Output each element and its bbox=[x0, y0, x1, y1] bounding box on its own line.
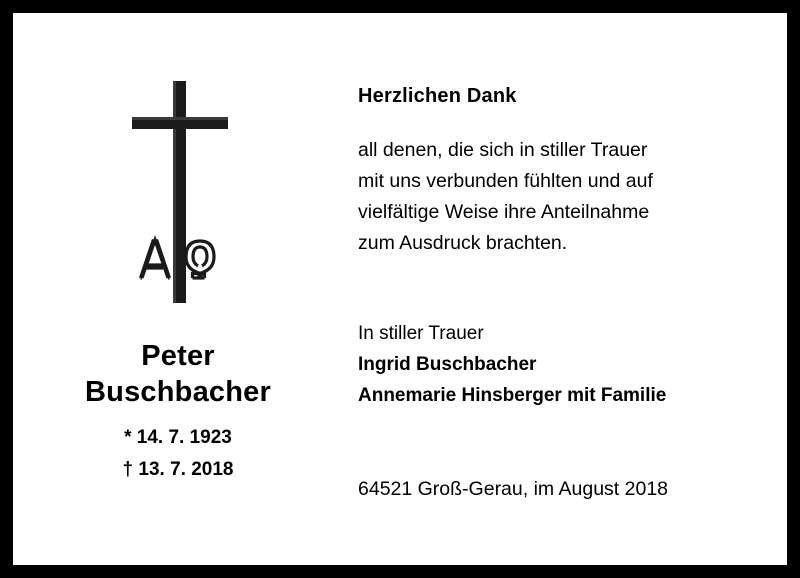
mourners-block bbox=[358, 318, 758, 411]
thanks-body-line: all denen, die sich in stiller Trauer bbox=[358, 139, 648, 161]
death-date: † 13. 7. 2018 bbox=[122, 459, 234, 480]
deceased-dates bbox=[13, 422, 343, 486]
mourner-name: Ingrid Buschbacher bbox=[358, 354, 537, 375]
thanks-body-line: mit uns verbunden fühlten und auf bbox=[358, 170, 653, 192]
thanks-body bbox=[358, 135, 753, 259]
border-left bbox=[0, 0, 13, 578]
deceased-name-block bbox=[13, 338, 343, 486]
thanks-heading: Herzlichen Dank bbox=[358, 85, 517, 107]
place-and-date: 64521 Groß-Gerau, im August 2018 bbox=[358, 478, 669, 500]
mourners-intro: In stiller Trauer bbox=[358, 323, 484, 344]
left-column bbox=[13, 13, 343, 565]
birth-date: * 14. 7. 1923 bbox=[124, 427, 232, 448]
right-column bbox=[358, 13, 778, 565]
mourner-name: Annemarie Hinsberger mit Familie bbox=[358, 385, 667, 406]
deceased-first-name: Peter bbox=[141, 340, 215, 372]
border-top bbox=[0, 0, 800, 13]
christian-cross-icon bbox=[113, 73, 253, 313]
thanks-body-line: vielfältige Weise ihre Anteilnahme bbox=[358, 201, 650, 223]
deceased-last-name: Buschbacher bbox=[85, 376, 271, 408]
notice-content bbox=[13, 13, 787, 565]
border-bottom bbox=[0, 565, 800, 578]
thanks-body-line: zum Ausdruck brachten. bbox=[358, 232, 568, 254]
border-right bbox=[787, 0, 800, 578]
